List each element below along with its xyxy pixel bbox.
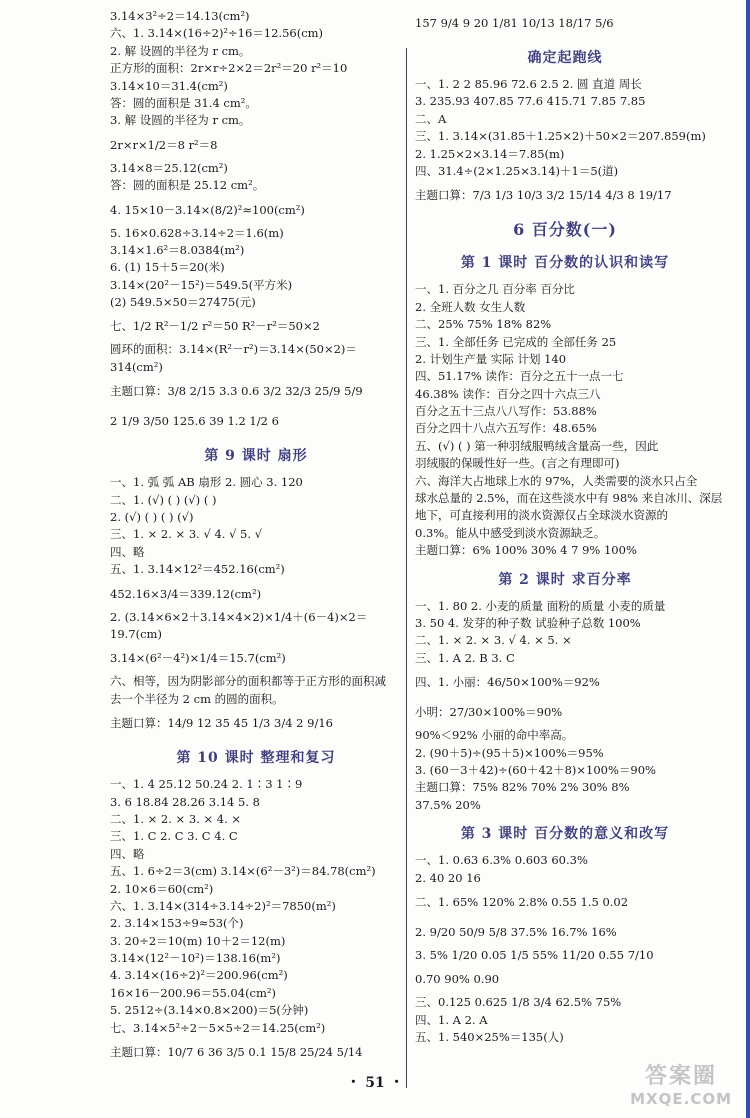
- left-answer-line: 正方形的面积：2r×r÷2×2＝2r²＝20 r²＝10: [110, 61, 348, 76]
- left-answer-line: 3. 解 设圆的半径为 r cm。: [110, 113, 251, 128]
- left-answer-line: 主题口算：14/9 12 35 45 1/3 3/4 2 9/16: [110, 716, 333, 731]
- left-answer-line: 主题口算：10/7 6 36 3/5 0.1 15/8 25/24 5/14: [110, 1045, 363, 1060]
- left-answer-line: 2. (√) ( ) ( ) (√): [110, 510, 194, 525]
- right-answer-line: 三、1. A 2. B 3. C: [415, 650, 515, 665]
- left-answer-line: 五、1. 3.14×12²＝452.16(cm²): [110, 562, 285, 577]
- left-answer-line: 六、相等，因为阴影部分的面积都等于正方形的面积减: [110, 674, 386, 689]
- right-answer-line: 三、0.125 0.625 1/8 3/4 62.5% 75%: [415, 995, 622, 1010]
- left-answer-line: 圆环的面积：3.14×(R²－r²)＝3.14×(50×2)＝: [110, 342, 357, 357]
- right-answer-line: 一、1. 0.63 6.3% 0.603 60.3%: [415, 853, 588, 868]
- right-answer-line: 主题口算：6% 100% 30% 4 7 9% 100%: [415, 543, 637, 558]
- right-answer-line: 三、1. 全部任务 已完成的 全部任务 25: [415, 334, 617, 349]
- right-answer-line: 90%＜92% 小丽的命中率高。: [415, 728, 574, 743]
- right-answer-line: 0.70 90% 0.90: [415, 972, 500, 987]
- right-answer-line: 百分之五十三点八八写作：53.88%: [415, 404, 597, 419]
- left-answer-line: 5. 16×0.628÷3.14÷2＝1.6(m): [110, 225, 284, 240]
- right-answer-line: 三、1. 3.14×(31.85＋1.25×2)＋50×2＝207.859(m): [415, 129, 706, 144]
- right-answer-line: 四、51.17% 读作：百分之五十一点一七: [415, 369, 624, 384]
- left-answer-line: 4. 15×10－3.14×(8/2)²≈100(cm²): [110, 202, 305, 217]
- left-answer-line: 3.14×(20²－15²)＝549.5(平方米): [110, 277, 293, 292]
- left-answer-column: [110, 8, 402, 1067]
- right-answer-line: 2. 全班人数 女生人数: [415, 299, 526, 314]
- left-answer-line: 一、1. 弧 弧 AB 扇形 2. 圆心 3. 120: [110, 475, 303, 490]
- right-answer-line: 3. 50 4. 发芽的种子数 试验种子总数 100%: [415, 615, 641, 630]
- left-answer-line: 五、1. 6÷2＝3(cm) 3.14×(6²－3²)＝84.78(cm²): [110, 864, 376, 879]
- left-answer-line: 3.14×10＝31.4(cm²): [110, 78, 228, 93]
- watermark-text: 答案圈: [645, 1064, 718, 1089]
- left-answer-line: 七、1/2 R²－1/2 r²＝50 R²－r²＝50×2: [110, 319, 320, 334]
- right-answer-line: 157 9/4 9 20 1/81 10/13 18/17 5/6: [415, 16, 614, 30]
- right-answer-line: 二、A: [415, 111, 447, 126]
- right-answer-line: 37.5% 20%: [415, 797, 481, 812]
- right-answer-line: 主题口算：75% 82% 70% 2% 30% 8%: [415, 780, 630, 795]
- left-answer-line: 三、1. × 2. × 3. √ 4. √ 5. √: [110, 527, 263, 542]
- left-section-title: 第 9 课时 扇形: [204, 448, 308, 465]
- column-divider: [406, 48, 407, 1088]
- page-number: ・ 51 ・: [346, 1075, 404, 1091]
- left-answer-line: 2. 3.14×153÷9≈53(个): [110, 916, 244, 931]
- right-answer-line: 2. 计划生产量 实际 计划 140: [415, 351, 567, 366]
- left-answer-line: 四、略: [110, 846, 145, 861]
- left-answer-line: 452.16×3/4＝339.12(cm²): [110, 586, 262, 601]
- right-answer-line: 球水总量的 2.5%，而在这些淡水中有 98% 来自冰川、深层: [415, 491, 723, 506]
- right-answer-line: 四、1. 小丽：46/50×100%＝92%: [415, 675, 600, 690]
- right-answer-line: 六、海洋大占地球上水的 97%，人类需要的淡水只占全: [415, 473, 698, 488]
- right-section-title: 第 1 课时 百分数的认识和读写: [460, 255, 670, 272]
- right-answer-line: 二、25% 75% 18% 82%: [415, 317, 552, 332]
- left-answer-line: 七、3.14×5²÷2－5×5÷2＝14.25(cm²): [110, 1020, 326, 1035]
- left-answer-line: 3.14×3²÷2＝14.13(cm²): [110, 9, 250, 23]
- right-answer-line: 四、31.4÷(2×1.25×3.14)＋1＝5(道): [415, 163, 619, 178]
- right-answer-line: 2. 40 20 16: [415, 870, 481, 885]
- left-answer-line: 四、略: [110, 544, 145, 559]
- right-answer-line: 2. 1.25×2×3.14＝7.85(m): [415, 146, 565, 161]
- left-answer-line: 二、1. × 2. × 3. × 4. ×: [110, 811, 242, 826]
- right-answer-line: 主题口算：7/3 1/3 10/3 3/2 15/14 4/3 8 19/17: [415, 188, 672, 203]
- left-answer-line: 主题口算：3/8 2/15 3.3 0.6 3/2 32/3 25/9 5/9: [110, 384, 363, 399]
- right-answer-line: 0.3%。能从中感受到淡水资源缺乏。: [415, 525, 606, 540]
- right-answer-line: 二、1. 65% 120% 2.8% 0.55 1.5 0.02: [415, 894, 629, 909]
- left-answer-line: 4. 3.14×(16÷2)²＝200.96(cm²): [110, 968, 288, 983]
- left-answer-line: 2. (3.14×6×2＋3.14×4×2)×1/4＋(6－4)×2＝: [110, 609, 368, 624]
- left-answer-line: 314(cm²): [110, 359, 163, 374]
- right-section-title: 第 2 课时 求百分率: [498, 571, 632, 588]
- right-answer-line: 二、1. × 2. × 3. √ 4. × 5. ×: [415, 633, 572, 648]
- left-answer-line: 2r×r×1/2＝8 r²＝8: [110, 137, 218, 152]
- left-answer-line: 3.14×(12²－10²)＝138.16(m²): [110, 951, 281, 966]
- left-answer-line: 6. (1) 15＋5＝20(米): [110, 260, 225, 275]
- left-answer-line: 一、1. 4 25.12 50.24 2. 1∶3 1∶9: [110, 777, 303, 792]
- right-answer-line: 羽绒服的保暖性好一些。(言之有理即可): [415, 456, 620, 471]
- right-section-title: 6 百分数(一): [513, 220, 617, 240]
- page-edge-strip: [746, 0, 750, 1118]
- right-section-title: 第 3 课时 百分数的意义和改写: [460, 826, 670, 843]
- left-answer-line: 5. 2512÷(3.14×0.8×200)＝5(分钟): [110, 1003, 309, 1018]
- left-answer-line: 去一个半径为 2 cm 的圆的面积。: [110, 691, 284, 706]
- right-section-title: 确定起跑线: [527, 50, 603, 66]
- left-answer-line: 3.14×(6²－4²)×1/4＝15.7(cm²): [110, 651, 286, 666]
- left-answer-line: 2 1/9 3/50 125.6 39 1.2 1/2 6: [110, 414, 279, 429]
- left-answer-line: 六、1. 3.14×(314÷3.14÷2)²＝7850(m²): [110, 898, 336, 913]
- left-answer-line: 答：圆的面积是 31.4 cm²。: [110, 95, 257, 110]
- right-answer-line: 46.38% 读作：百分之四十六点三八: [415, 386, 601, 401]
- left-answer-line: 3. 6 18.84 28.26 3.14 5. 8: [110, 794, 260, 809]
- right-answer-line: 一、1. 百分之几 百分率 百分比: [415, 282, 575, 297]
- right-answer-line: 一、1. 2 2 85.96 72.6 2.5 2. 圆 直道 周长: [415, 77, 642, 91]
- right-answer-line: 3. 5% 1/20 0.05 1/5 55% 11/20 0.55 7/10: [415, 947, 654, 962]
- right-answer-line: 2. (90＋5)÷(95＋5)×100%＝95%: [415, 745, 604, 760]
- left-answer-line: 2. 解 设圆的半径为 r cm。: [110, 43, 251, 58]
- left-answer-line: 16×16－200.96＝55.04(cm²): [110, 985, 276, 1000]
- left-answer-line: 3.14×1.6²＝8.0384(m²): [110, 242, 245, 257]
- left-section-title: 第 10 课时 整理和复习: [176, 750, 336, 767]
- right-answer-line: 3. (60－3＋42)÷(60＋42＋8)×100%＝90%: [415, 762, 656, 777]
- left-answer-line: 二、1. (√) ( ) (√) ( ): [110, 492, 217, 507]
- right-answer-line: 五、(√) ( ) 第一种羽绒服鸭绒含量高一些，因此: [415, 438, 659, 453]
- watermark-logo: [630, 1066, 732, 1110]
- right-answer-line: 小明：27/30×100%＝90%: [415, 705, 563, 720]
- right-answer-line: 3. 235.93 407.85 77.6 415.71 7.85 7.85: [415, 94, 646, 109]
- watermark-url: MXQE.COM: [630, 1090, 732, 1108]
- right-answer-line: 四、1. A 2. A: [415, 1012, 488, 1027]
- right-answer-line: 地下，可直接利用的淡水资源仅占全球淡水资源的: [415, 508, 668, 523]
- right-answer-line: 一、1. 80 2. 小麦的质量 面粉的质量 小麦的质量: [415, 598, 666, 613]
- left-answer-line: 2. 10×6＝60(cm²): [110, 881, 214, 896]
- left-answer-line: 3. 20÷2＝10(m) 10＋2＝12(m): [110, 933, 286, 948]
- left-answer-line: (2) 549.5×50＝27475(元): [110, 295, 256, 310]
- left-answer-line: 19.7(cm): [110, 626, 162, 641]
- right-answer-line: 五、1. 540×25%＝135(人): [415, 1030, 564, 1045]
- left-answer-line: 答：圆的面积是 25.12 cm²。: [110, 178, 265, 193]
- left-answer-line: 三、1. C 2. C 3. C 4. C: [110, 829, 238, 844]
- right-answer-column: [415, 8, 723, 1046]
- right-answer-line: 2. 9/20 50/9 5/8 37.5% 16.7% 16%: [415, 924, 617, 939]
- left-answer-line: 六、1. 3.14×(16÷2)²÷16＝12.56(cm): [110, 26, 324, 41]
- right-answer-line: 百分之四十八点六五写作：48.65%: [415, 421, 597, 436]
- left-answer-line: 3.14×8＝25.12(cm²): [110, 160, 228, 175]
